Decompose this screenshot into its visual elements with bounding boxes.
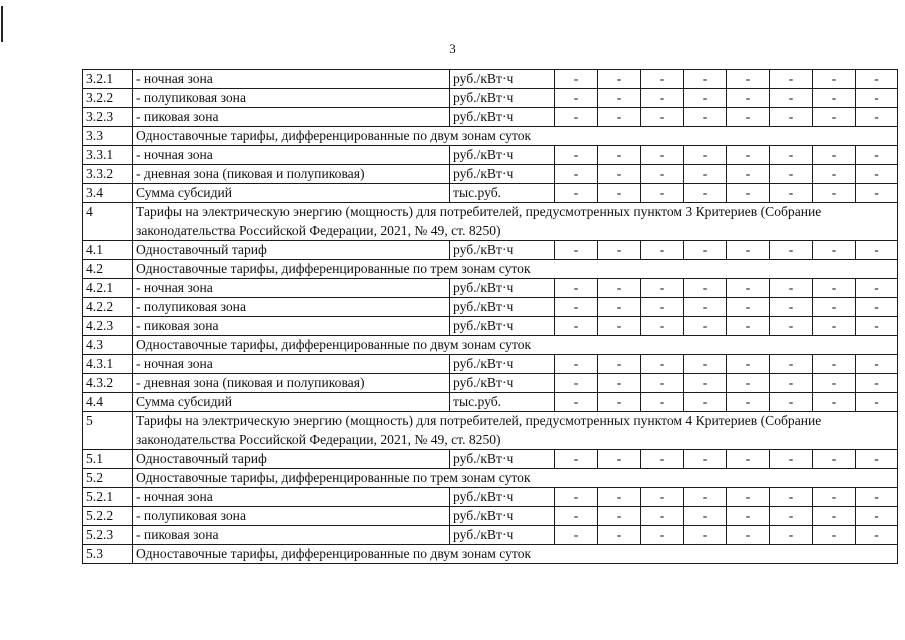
tariff-table-body (83, 70, 898, 564)
table-row (83, 507, 898, 526)
value-cell: - (555, 165, 598, 184)
row-unit: руб./кВт·ч (450, 70, 555, 89)
value-cell: - (813, 279, 856, 298)
value-cell: - (770, 488, 813, 507)
value-cell: - (684, 374, 727, 393)
value-cell: - (641, 450, 684, 469)
tariff-table (82, 69, 898, 564)
table-row (83, 317, 898, 336)
row-number: 4.3.1 (83, 355, 133, 374)
row-unit: руб./кВт·ч (450, 298, 555, 317)
value-cell: - (813, 241, 856, 260)
row-name: - полупиковая зона (133, 89, 450, 108)
value-cell: - (555, 108, 598, 127)
row-unit: руб./кВт·ч (450, 108, 555, 127)
row-name: - полупиковая зона (133, 507, 450, 526)
value-cell: - (813, 89, 856, 108)
value-cell: - (727, 507, 770, 526)
value-cell: - (598, 279, 641, 298)
row-number: 3.3 (83, 127, 133, 146)
value-cell: - (641, 279, 684, 298)
value-cell: - (856, 279, 898, 298)
table-row (83, 89, 898, 108)
row-number: 4.3 (83, 336, 133, 355)
value-cell: - (684, 70, 727, 89)
table-row (83, 108, 898, 127)
value-cell: - (727, 89, 770, 108)
row-number: 3.4 (83, 184, 133, 203)
row-unit: руб./кВт·ч (450, 146, 555, 165)
value-cell: - (856, 450, 898, 469)
row-name: - дневная зона (пиковая и полупиковая) (133, 165, 450, 184)
value-cell: - (813, 146, 856, 165)
row-unit: руб./кВт·ч (450, 526, 555, 545)
value-cell: - (813, 165, 856, 184)
section-title: Одноставочные тарифы, дифференцированные по трем зонам суток (133, 469, 898, 488)
table-row (83, 203, 898, 241)
value-cell: - (856, 298, 898, 317)
section-title: Одноставочные тарифы, дифференцированные по двум зонам суток (133, 127, 898, 146)
table-row (83, 165, 898, 184)
value-cell: - (641, 241, 684, 260)
value-cell: - (684, 184, 727, 203)
value-cell: - (641, 184, 684, 203)
value-cell: - (684, 241, 727, 260)
value-cell: - (555, 279, 598, 298)
row-unit: руб./кВт·ч (450, 450, 555, 469)
value-cell: - (727, 184, 770, 203)
table-row (83, 260, 898, 279)
table-row (83, 450, 898, 469)
row-name: - ночная зона (133, 70, 450, 89)
value-cell: - (555, 507, 598, 526)
value-cell: - (641, 298, 684, 317)
row-name: - ночная зона (133, 146, 450, 165)
value-cell: - (856, 374, 898, 393)
row-unit: руб./кВт·ч (450, 317, 555, 336)
value-cell: - (856, 488, 898, 507)
value-cell: - (770, 184, 813, 203)
row-name: Одноставочный тариф (133, 450, 450, 469)
row-name: - ночная зона (133, 355, 450, 374)
row-number: 5.2.1 (83, 488, 133, 507)
row-name: - ночная зона (133, 279, 450, 298)
value-cell: - (684, 450, 727, 469)
row-name: - пиковая зона (133, 317, 450, 336)
value-cell: - (641, 507, 684, 526)
value-cell: - (641, 317, 684, 336)
value-cell: - (641, 89, 684, 108)
value-cell: - (727, 450, 770, 469)
table-row (83, 298, 898, 317)
value-cell: - (813, 298, 856, 317)
row-unit: руб./кВт·ч (450, 165, 555, 184)
row-unit: руб./кВт·ч (450, 89, 555, 108)
page-number: 3 (449, 41, 456, 56)
row-name: - ночная зона (133, 488, 450, 507)
row-name: - пиковая зона (133, 108, 450, 127)
value-cell: - (598, 526, 641, 545)
value-cell: - (770, 374, 813, 393)
value-cell: - (598, 184, 641, 203)
value-cell: - (727, 70, 770, 89)
value-cell: - (598, 298, 641, 317)
value-cell: - (813, 393, 856, 412)
value-cell: - (555, 450, 598, 469)
value-cell: - (727, 165, 770, 184)
value-cell: - (727, 146, 770, 165)
value-cell: - (770, 317, 813, 336)
value-cell: - (770, 298, 813, 317)
value-cell: - (856, 393, 898, 412)
table-row (83, 545, 898, 564)
row-number: 5.1 (83, 450, 133, 469)
value-cell: - (684, 355, 727, 374)
value-cell: - (770, 146, 813, 165)
value-cell: - (770, 89, 813, 108)
row-unit: тыс.руб. (450, 184, 555, 203)
table-row (83, 393, 898, 412)
value-cell: - (770, 241, 813, 260)
value-cell: - (727, 241, 770, 260)
table-row (83, 70, 898, 89)
value-cell: - (641, 108, 684, 127)
row-unit: руб./кВт·ч (450, 355, 555, 374)
value-cell: - (641, 165, 684, 184)
value-cell: - (813, 70, 856, 89)
row-name: Одноставочный тариф (133, 241, 450, 260)
value-cell: - (598, 374, 641, 393)
value-cell: - (684, 165, 727, 184)
row-name: - дневная зона (пиковая и полупиковая) (133, 374, 450, 393)
row-number: 4.3.2 (83, 374, 133, 393)
table-row (83, 184, 898, 203)
value-cell: - (684, 146, 727, 165)
row-number: 5.2.2 (83, 507, 133, 526)
value-cell: - (598, 70, 641, 89)
value-cell: - (598, 146, 641, 165)
value-cell: - (598, 355, 641, 374)
value-cell: - (641, 526, 684, 545)
value-cell: - (555, 184, 598, 203)
row-number: 3.2.2 (83, 89, 133, 108)
value-cell: - (684, 393, 727, 412)
value-cell: - (813, 317, 856, 336)
table-row (83, 336, 898, 355)
value-cell: - (684, 108, 727, 127)
value-cell: - (770, 279, 813, 298)
value-cell: - (598, 507, 641, 526)
value-cell: - (598, 165, 641, 184)
value-cell: - (856, 146, 898, 165)
value-cell: - (813, 450, 856, 469)
value-cell: - (813, 374, 856, 393)
value-cell: - (684, 317, 727, 336)
row-number: 3.2.3 (83, 108, 133, 127)
row-name: Сумма субсидий (133, 184, 450, 203)
value-cell: - (684, 89, 727, 108)
value-cell: - (555, 241, 598, 260)
value-cell: - (727, 279, 770, 298)
row-unit: руб./кВт·ч (450, 279, 555, 298)
value-cell: - (813, 526, 856, 545)
value-cell: - (770, 355, 813, 374)
row-number: 4.4 (83, 393, 133, 412)
value-cell: - (555, 70, 598, 89)
row-number: 5 (83, 412, 133, 450)
row-unit: тыс.руб. (450, 393, 555, 412)
value-cell: - (727, 374, 770, 393)
value-cell: - (555, 488, 598, 507)
value-cell: - (727, 108, 770, 127)
value-cell: - (856, 355, 898, 374)
row-number: 3.3.1 (83, 146, 133, 165)
value-cell: - (684, 488, 727, 507)
value-cell: - (555, 355, 598, 374)
value-cell: - (727, 298, 770, 317)
table-row (83, 127, 898, 146)
value-cell: - (598, 108, 641, 127)
value-cell: - (598, 488, 641, 507)
section-title: Одноставочные тарифы, дифференцированные по двум зонам суток (133, 545, 898, 564)
value-cell: - (813, 488, 856, 507)
page-edge-mark (1, 6, 3, 42)
row-number: 5.2 (83, 469, 133, 488)
value-cell: - (727, 393, 770, 412)
value-cell: - (770, 507, 813, 526)
value-cell: - (555, 317, 598, 336)
row-number: 4.1 (83, 241, 133, 260)
value-cell: - (727, 317, 770, 336)
value-cell: - (598, 241, 641, 260)
row-number: 3.2.1 (83, 70, 133, 89)
row-number: 4.2.3 (83, 317, 133, 336)
row-name: - пиковая зона (133, 526, 450, 545)
value-cell: - (555, 89, 598, 108)
value-cell: - (684, 526, 727, 545)
value-cell: - (856, 184, 898, 203)
value-cell: - (641, 488, 684, 507)
value-cell: - (641, 355, 684, 374)
table-row (83, 526, 898, 545)
value-cell: - (598, 450, 641, 469)
value-cell: - (727, 355, 770, 374)
table-row (83, 488, 898, 507)
value-cell: - (770, 526, 813, 545)
table-row (83, 146, 898, 165)
value-cell: - (856, 108, 898, 127)
value-cell: - (684, 279, 727, 298)
value-cell: - (856, 70, 898, 89)
section-title: Тарифы на электрическую энергию (мощность) для потребителей, предусмотренных пунктом 3 Критериев (Собрание законодательства Российской Федерации, 2021, № 49, ст. 8250) (133, 203, 898, 241)
value-cell: - (770, 450, 813, 469)
value-cell: - (641, 70, 684, 89)
table-row (83, 412, 898, 450)
value-cell: - (598, 393, 641, 412)
row-name: - полупиковая зона (133, 298, 450, 317)
row-unit: руб./кВт·ч (450, 507, 555, 526)
value-cell: - (770, 165, 813, 184)
table-row (83, 469, 898, 488)
value-cell: - (555, 298, 598, 317)
value-cell: - (641, 146, 684, 165)
value-cell: - (598, 89, 641, 108)
section-title: Одноставочные тарифы, дифференцированные по двум зонам суток (133, 336, 898, 355)
value-cell: - (856, 526, 898, 545)
value-cell: - (770, 393, 813, 412)
value-cell: - (856, 89, 898, 108)
value-cell: - (555, 146, 598, 165)
row-unit: руб./кВт·ч (450, 374, 555, 393)
row-number: 4 (83, 203, 133, 241)
value-cell: - (856, 317, 898, 336)
row-number: 4.2.1 (83, 279, 133, 298)
value-cell: - (727, 488, 770, 507)
table-row (83, 355, 898, 374)
row-name: Сумма субсидий (133, 393, 450, 412)
value-cell: - (813, 355, 856, 374)
value-cell: - (641, 374, 684, 393)
section-title: Тарифы на электрическую энергию (мощность) для потребителей, предусмотренных пунктом 4 Критериев (Собрание законодательства Российской Федерации, 2021, № 49, ст. 8250) (133, 412, 898, 450)
value-cell: - (770, 70, 813, 89)
row-number: 5.2.3 (83, 526, 133, 545)
value-cell: - (856, 165, 898, 184)
value-cell: - (555, 526, 598, 545)
row-number: 4.2.2 (83, 298, 133, 317)
value-cell: - (856, 507, 898, 526)
value-cell: - (598, 317, 641, 336)
row-number: 3.3.2 (83, 165, 133, 184)
value-cell: - (813, 108, 856, 127)
value-cell: - (770, 108, 813, 127)
value-cell: - (813, 507, 856, 526)
value-cell: - (813, 184, 856, 203)
table-row (83, 241, 898, 260)
value-cell: - (856, 241, 898, 260)
value-cell: - (684, 298, 727, 317)
value-cell: - (555, 393, 598, 412)
value-cell: - (727, 526, 770, 545)
table-row (83, 279, 898, 298)
value-cell: - (641, 393, 684, 412)
value-cell: - (555, 374, 598, 393)
table-row (83, 374, 898, 393)
row-unit: руб./кВт·ч (450, 241, 555, 260)
row-number: 4.2 (83, 260, 133, 279)
value-cell: - (684, 507, 727, 526)
section-title: Одноставочные тарифы, дифференцированные по трем зонам суток (133, 260, 898, 279)
row-unit: руб./кВт·ч (450, 488, 555, 507)
row-number: 5.3 (83, 545, 133, 564)
